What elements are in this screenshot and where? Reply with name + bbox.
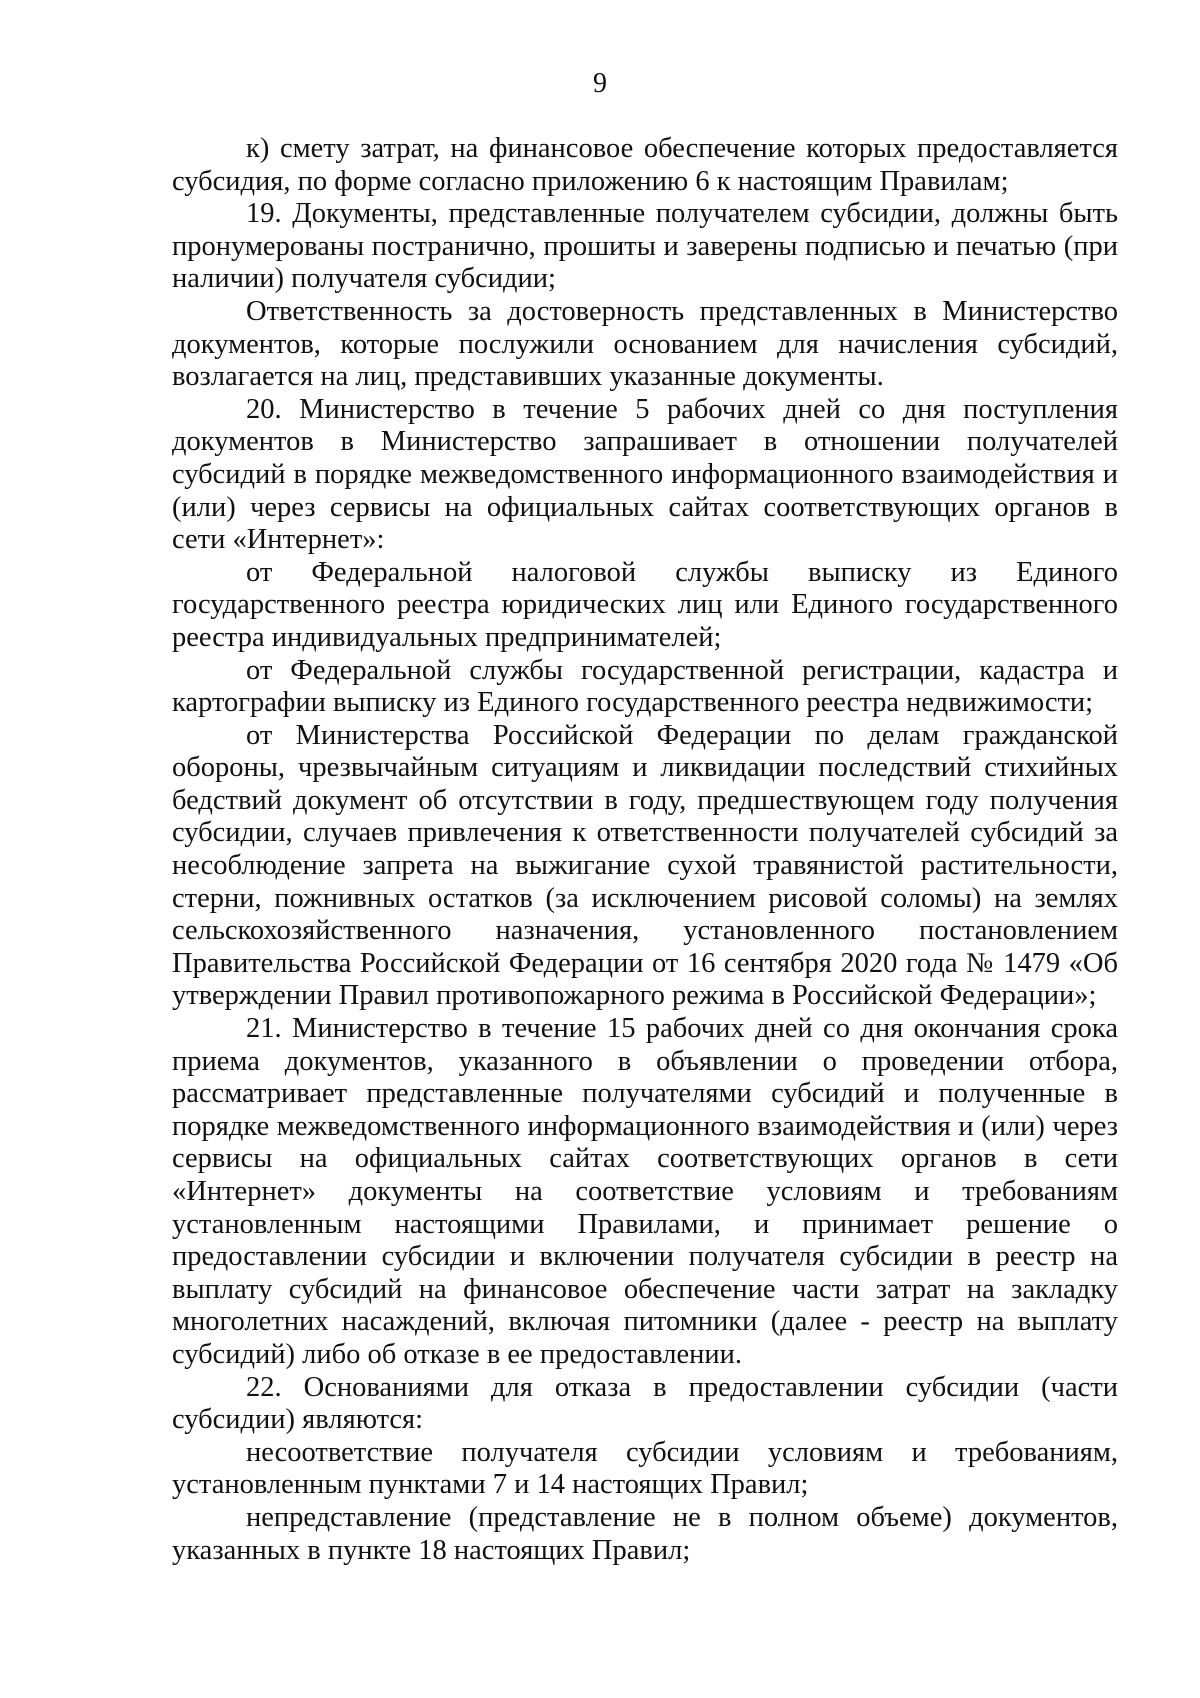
paragraph-nonsubmission: непредставление (представление не в полном объеме) документов, указанных в пункте 18 настоящих Правил; [172,1501,1118,1566]
paragraph-registration-service: от Федеральной службы государственной регистрации, кадастра и картографии выписку из Единого государственного реестра недвижимости; [172,654,1118,719]
paragraph-responsibility: Ответственность за достоверность представленных в Министерство документов, которые послужили основанием для начисления субсидий, возлагается на лиц, представивших указанные документы. [172,295,1118,393]
paragraph-22-refusal-grounds: 22. Основаниями для отказа в предоставлении субсидии (части субсидии) являются: [172,1371,1118,1436]
paragraph-tax-service: от Федеральной налоговой службы выписку из Единого государственного реестра юридических лиц или Единого государственного реестра индивидуальных предпринимателей; [172,556,1118,653]
page-number: 9 [593,68,607,99]
paragraph-noncompliance: несоответствие получателя субсидии условиям и требованиям, установленным пунктами 7 и 14 настоящих Правил; [172,1436,1118,1501]
paragraph-k-cost-estimate: к) смету затрат, на финансовое обеспечение которых предоставляется субсидия, по форме согласно приложению 6 к настоящим Правилам; [172,133,1118,197]
paragraph-19-documents: 19. Документы, представленные получателем субсидии, должны быть пронумерованы постранично, прошиты и заверены подписью и печатью (при наличии) получателя субсидии; [172,198,1118,295]
paragraph-21-review: 21. Министерство в течение 15 рабочих дней со дня окончания срока приема документов, указанного в объявлении о проведении отбора, рассматривает представленные получателями субсидий и полученные в порядке межведомственного информационного взаимодействия и (или) через сервисы на официальных сайтах соответствующих органов в сети «Интернет» документы на соответствие условиям и требованиям установленным настоящими Правилами, и принимает решение о предоставлении субсидии и включении получателя субсидии в реестр на выплату субсидий на финансовое обеспечение части затрат на закладку многолетних насаждений, включая питомники (далее - реестр на выплату субсидий) либо об отказе в ее предоставлении. [172,1013,1118,1370]
paragraph-emergency-ministry: от Министерства Российской Федерации по делам гражданской обороны, чрезвычайным ситуациям и ликвидации последствий стихийных бедствий документ об отсутствии в году, предшествующем году получения субсидии, случаев привлечения к ответственности получателей субсидий за несоблюдение запрета на выжигание сухой травянистой растительности, стерни, пожнивных остатков (за исключением рисовой соломы) на землях сельскохозяйственного назначения, установленного постановлением Правительства Российской Федерации от 16 сентября 2020 года № 1479 «Об утверждении Правил противопожарного режима в Российской Федерации»; [172,719,1118,1012]
paragraph-20-ministry-request: 20. Министерство в течение 5 рабочих дней со дня поступления документов в Министерство запрашивает в отношении получателей субсидий в порядке межведомственного информационного взаимодействия и (или) через сервисы на официальных сайтах соответствующих органов в сети «Интернет»: [172,393,1118,556]
document-body [172,133,1118,1567]
